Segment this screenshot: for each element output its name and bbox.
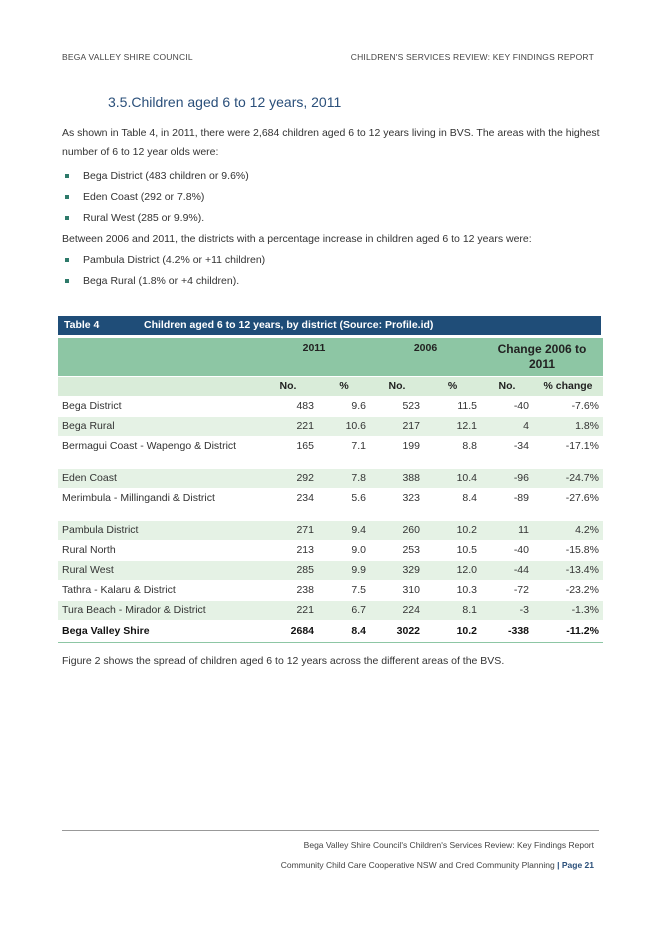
footer-divider	[62, 830, 599, 831]
table-row: Rural North 213 9.0 253 10.5 -40 -15.8%	[58, 541, 603, 561]
table-row: Merimbula - Millingandi & District 234 5.6 323 8.4 -89 -27.6%	[58, 489, 603, 521]
table-row: Bega District 483 9.6 523 11.5 -40 -7.6%	[58, 397, 603, 417]
col-header-pct-2006: %	[424, 377, 481, 397]
footer-credits	[281, 860, 594, 870]
list-item: Rural West (285 or 9.9%).	[62, 209, 249, 230]
increase-paragraph: Between 2006 and 2011, the districts with a percentage increase in children aged 6 to 12 years were:	[62, 233, 532, 245]
sub-header-row	[58, 377, 603, 397]
col-header-no-change: No.	[481, 377, 533, 397]
col-header-no-2011: No.	[258, 377, 318, 397]
group-header-2006: 2006	[370, 338, 481, 377]
table-total-row: Bega Valley Shire 2684 8.4 3022 10.2 -338 -11.2%	[58, 621, 603, 643]
table-row: Eden Coast 292 7.8 388 10.4 -96 -24.7%	[58, 469, 603, 489]
section-title: 3.5.Children aged 6 to 12 years, 2011	[108, 94, 342, 110]
col-header-pct-change: % change	[533, 377, 603, 397]
list-item: Bega Rural (1.8% or +4 children).	[62, 272, 265, 293]
table-row: Rural West 285 9.9 329 12.0 -44 -13.4%	[58, 561, 603, 581]
children-by-district-table	[58, 338, 603, 643]
table-row: Tathra - Kalaru & District 238 7.5 310 10.3 -72 -23.2%	[58, 581, 603, 601]
footer-separator: |	[557, 860, 560, 870]
group-header-row	[58, 338, 603, 377]
list-item: Eden Coast (292 or 7.8%)	[62, 188, 249, 209]
table-row: Pambula District 271 9.4 260 10.2 11 4.2%	[58, 521, 603, 541]
list-item: Pambula District (4.2% or +11 children)	[62, 251, 265, 272]
footer-report-title: Bega Valley Shire Council's Children's Services Review: Key Findings Report	[303, 840, 594, 850]
highest-areas-list	[62, 167, 249, 230]
header-right: CHILDREN'S SERVICES REVIEW: KEY FINDINGS REPORT	[350, 52, 594, 62]
group-header-2011: 2011	[258, 338, 370, 377]
footer-organisations: Community Child Care Cooperative NSW and Cred Community Planning	[280, 860, 555, 870]
table-caption	[58, 316, 601, 335]
intro-paragraph: As shown in Table 4, in 2011, there were 2,684 children aged 6 to 12 years living in BVS. The areas with the highest number of 6 to 12 year olds were:	[62, 127, 600, 158]
figure-reference-paragraph: Figure 2 shows the spread of children aged 6 to 12 years across the different areas of the BVS.	[62, 655, 505, 667]
col-header-pct-2011: %	[318, 377, 370, 397]
table-row: Bega Rural 221 10.6 217 12.1 4 1.8%	[58, 417, 603, 437]
table-row: Tura Beach - Mirador & District 221 6.7 224 8.1 -3 -1.3%	[58, 601, 603, 621]
col-header-no-2006: No.	[370, 377, 424, 397]
table-row: Bermagui Coast - Wapengo & District 165 7.1 199 8.8 -34 -17.1%	[58, 437, 603, 469]
table-title: Children aged 6 to 12 years, by district (Source: Profile.id)	[144, 319, 434, 331]
page-number: Page 21	[561, 860, 594, 870]
list-item: Bega District (483 children or 9.6%)	[62, 167, 249, 188]
header-left: BEGA VALLEY SHIRE COUNCIL	[62, 52, 193, 62]
increase-areas-list	[62, 251, 265, 293]
table-label: Table 4	[64, 319, 100, 331]
group-header-change: Change 2006 to 2011	[481, 338, 603, 377]
